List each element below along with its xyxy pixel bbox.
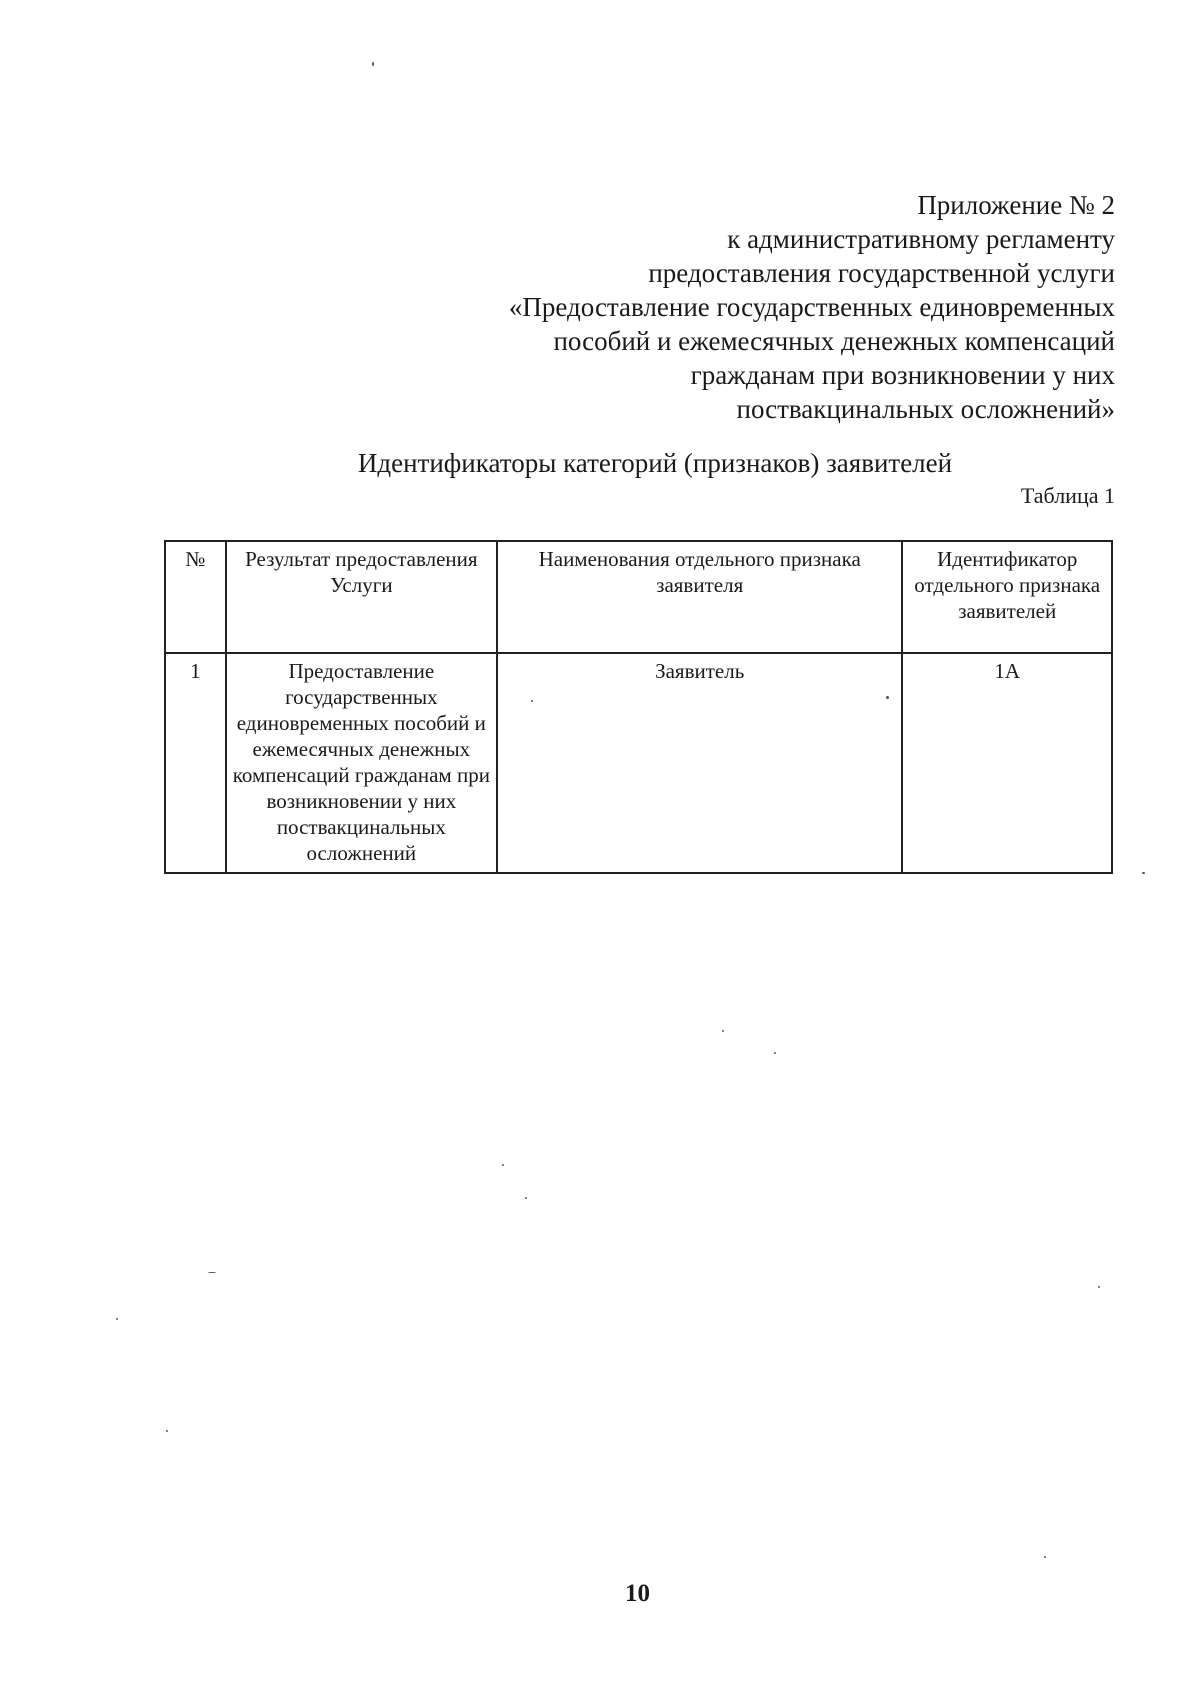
table-row (165, 653, 1112, 873)
appendix-header (509, 188, 1115, 426)
table-header-row (165, 541, 1112, 653)
identifiers-table (164, 540, 1113, 874)
appendix-header-line: «Предоставление государственных единовременных (508, 292, 1115, 322)
scan-speck (722, 1030, 724, 1032)
scan-speck (774, 1052, 776, 1054)
scan-speck (372, 62, 374, 66)
scan-speck (531, 700, 533, 702)
cell-result: Предоставление государственных единовременных пособий и ежемесячных денежных компенсаций гражданам при возникновении у них поствакцинальных осложнений (226, 653, 497, 873)
cell-attribute-name: Заявитель (497, 653, 902, 873)
scan-speck (1098, 1286, 1100, 1288)
scan-speck (1044, 1556, 1046, 1558)
scan-speck (525, 1197, 527, 1199)
scan-speck (886, 696, 889, 699)
appendix-header-line: гражданам при возникновении у них (690, 360, 1115, 390)
table-caption: Таблица 1 (1020, 483, 1115, 508)
page-number: 10 (625, 1580, 650, 1607)
column-header-number: № (165, 541, 226, 653)
scan-speck (116, 1318, 118, 1320)
appendix-header-line: пособий и ежемесячных денежных компенсаций (553, 326, 1115, 356)
column-header-attribute-name: Наименования отдельного признака заявителя (497, 541, 902, 653)
appendix-header-line: поствакцинальных осложнений» (736, 394, 1115, 424)
cell-identifier: 1А (902, 653, 1112, 873)
scan-speck (208, 1272, 216, 1273)
column-header-result: Результат предоставления Услуги (226, 541, 497, 653)
scan-speck (502, 1164, 504, 1166)
column-header-identifier: Идентификатор отдельного признака заявителей (902, 541, 1112, 653)
scan-speck (1142, 872, 1145, 874)
appendix-header-line: предоставления государственной услуги (648, 258, 1115, 288)
scan-speck (166, 1430, 168, 1432)
document-title: Идентификаторы категорий (признаков) заявителей (357, 448, 953, 478)
appendix-header-line: Приложение № 2 (917, 190, 1115, 220)
cell-number: 1 (165, 653, 226, 873)
appendix-header-line: к административному регламенту (727, 224, 1115, 254)
